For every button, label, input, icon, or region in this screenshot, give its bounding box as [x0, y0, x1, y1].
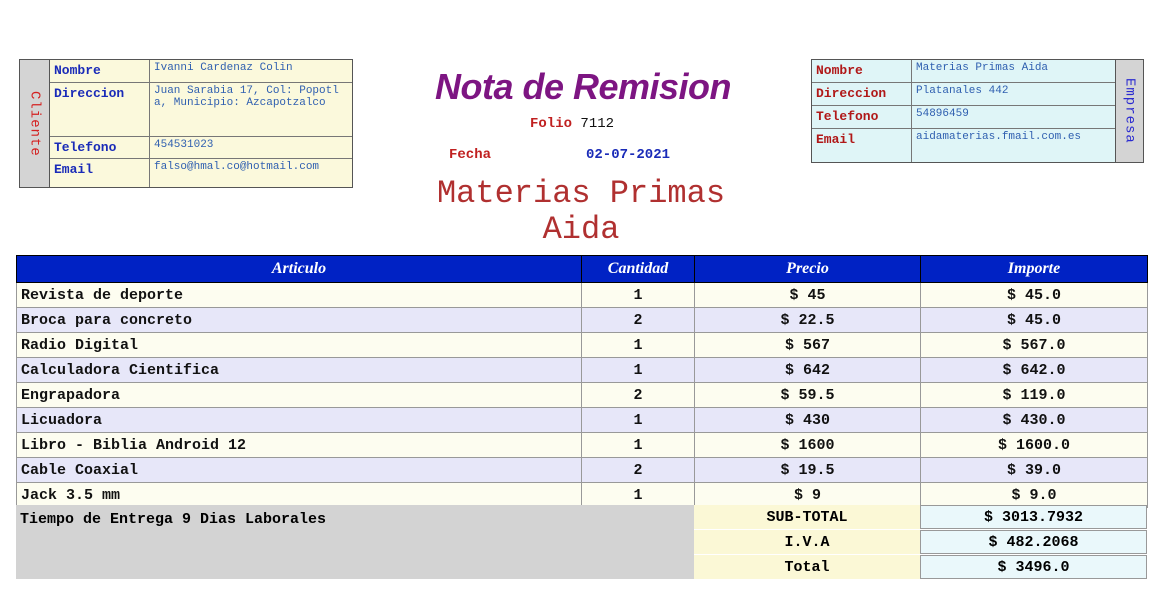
- subtotal-value: $ 3013.7932: [920, 505, 1147, 529]
- cell-precio: $ 9: [695, 483, 921, 508]
- cell-precio: $ 567: [695, 333, 921, 358]
- cell-precio: $ 1600: [695, 433, 921, 458]
- cell-precio: $ 19.5: [695, 458, 921, 483]
- document-title: Nota de Remision: [434, 66, 732, 107]
- empresa-field-value: Platanales 442: [916, 85, 1009, 97]
- cell-cantidad: 1: [582, 333, 695, 358]
- cliente-field-value: 454531023: [154, 139, 214, 151]
- cell-cantidad: 2: [582, 308, 695, 333]
- cell-importe: $ 45.0: [921, 308, 1148, 333]
- cliente-info-row: [50, 159, 352, 187]
- items-table: [16, 255, 1148, 508]
- cell-precio: $ 59.5: [695, 383, 921, 408]
- cliente-info-box: [19, 59, 353, 188]
- cell-precio: $ 45: [695, 283, 921, 308]
- empresa-field-value: Materias Primas Aida: [916, 62, 1049, 74]
- empresa-field-label: Direccion: [812, 83, 912, 105]
- cliente-field-label: Direccion: [50, 83, 150, 136]
- table-row: [17, 333, 1148, 358]
- cell-articulo: Engrapadora: [17, 383, 582, 408]
- column-header-precio: Precio: [695, 256, 921, 283]
- iva-label: I.V.A: [694, 530, 920, 554]
- total-label: Total: [694, 555, 920, 579]
- cell-articulo: Revista de deporte: [17, 283, 582, 308]
- cell-articulo: Calculadora Cientifica: [17, 358, 582, 383]
- empresa-info-row: [812, 60, 1115, 83]
- cell-articulo: Broca para concreto: [17, 308, 582, 333]
- cell-importe: $ 45.0: [921, 283, 1148, 308]
- cell-cantidad: 1: [582, 483, 695, 508]
- cell-importe: $ 642.0: [921, 358, 1148, 383]
- folio-line: [530, 116, 614, 132]
- total-value: $ 3496.0: [920, 555, 1147, 579]
- empresa-info-row: [812, 106, 1115, 129]
- cell-cantidad: 1: [582, 358, 695, 383]
- cell-articulo: Licuadora: [17, 408, 582, 433]
- empresa-info-row: [812, 129, 1115, 162]
- empresa-info-box: [811, 59, 1144, 163]
- cell-articulo: Jack 3.5 mm: [17, 483, 582, 508]
- cell-cantidad: 1: [582, 433, 695, 458]
- fecha-label: Fecha: [449, 147, 492, 163]
- table-row: [17, 408, 1148, 433]
- cliente-info-row: [50, 137, 352, 159]
- cell-cantidad: 2: [582, 458, 695, 483]
- column-header-cantidad: Cantidad: [582, 256, 695, 283]
- cell-articulo: Cable Coaxial: [17, 458, 582, 483]
- cell-cantidad: 1: [582, 283, 695, 308]
- cliente-section-label: Cliente: [20, 60, 50, 187]
- empresa-field-value: 54896459: [916, 108, 969, 120]
- folio-value: 7112: [580, 116, 615, 132]
- column-header-importe: Importe: [921, 256, 1148, 283]
- empresa-field-label: Email: [812, 129, 912, 162]
- table-row: [17, 383, 1148, 408]
- fecha-value: 02-07-2021: [586, 147, 671, 163]
- cell-cantidad: 1: [582, 408, 695, 433]
- cell-importe: $ 39.0: [921, 458, 1148, 483]
- cell-importe: $ 430.0: [921, 408, 1148, 433]
- table-row: [17, 283, 1148, 308]
- cliente-field-label: Email: [50, 159, 150, 187]
- cell-cantidad: 2: [582, 383, 695, 408]
- cliente-field-value: Ivanni Cardenaz Colin: [154, 62, 293, 74]
- items-table-body: [17, 283, 1148, 508]
- cell-importe: $ 9.0: [921, 483, 1148, 508]
- cell-articulo: Libro - Biblia Android 12: [17, 433, 582, 458]
- cliente-field-label: Telefono: [50, 137, 150, 158]
- cliente-field-value: Juan Sarabia 17, Col: Popotla, Municipio: Azcapotzalco: [154, 85, 339, 109]
- cliente-info-row: [50, 83, 352, 137]
- company-name: Materias Primas Aida: [436, 175, 726, 248]
- table-row: [17, 458, 1148, 483]
- cliente-info-row: [50, 60, 352, 83]
- column-header-articulo: Articulo: [17, 256, 582, 283]
- empresa-section-label: Empresa: [1115, 60, 1143, 162]
- table-row: [17, 433, 1148, 458]
- cell-articulo: Radio Digital: [17, 333, 582, 358]
- empresa-info-row: [812, 83, 1115, 106]
- cell-precio: $ 642: [695, 358, 921, 383]
- iva-value: $ 482.2068: [920, 530, 1147, 554]
- cliente-field-value: falso@hmal.co@hotmail.com: [154, 161, 320, 173]
- cell-precio: $ 430: [695, 408, 921, 433]
- folio-label: Folio: [530, 116, 573, 132]
- subtotal-label: SUB-TOTAL: [694, 505, 920, 529]
- table-row: [17, 483, 1148, 508]
- delivery-note: Tiempo de Entrega 9 Dias Laborales: [16, 505, 694, 579]
- empresa-field-value: aidamaterias.fmail.com.es: [916, 131, 1082, 143]
- cell-importe: $ 1600.0: [921, 433, 1148, 458]
- cell-importe: $ 119.0: [921, 383, 1148, 408]
- cell-precio: $ 22.5: [695, 308, 921, 333]
- cell-importe: $ 567.0: [921, 333, 1148, 358]
- empresa-field-label: Telefono: [812, 106, 912, 128]
- cliente-field-label: Nombre: [50, 60, 150, 82]
- table-row: [17, 308, 1148, 333]
- table-row: [17, 358, 1148, 383]
- table-header-row: [17, 256, 1148, 283]
- empresa-field-label: Nombre: [812, 60, 912, 82]
